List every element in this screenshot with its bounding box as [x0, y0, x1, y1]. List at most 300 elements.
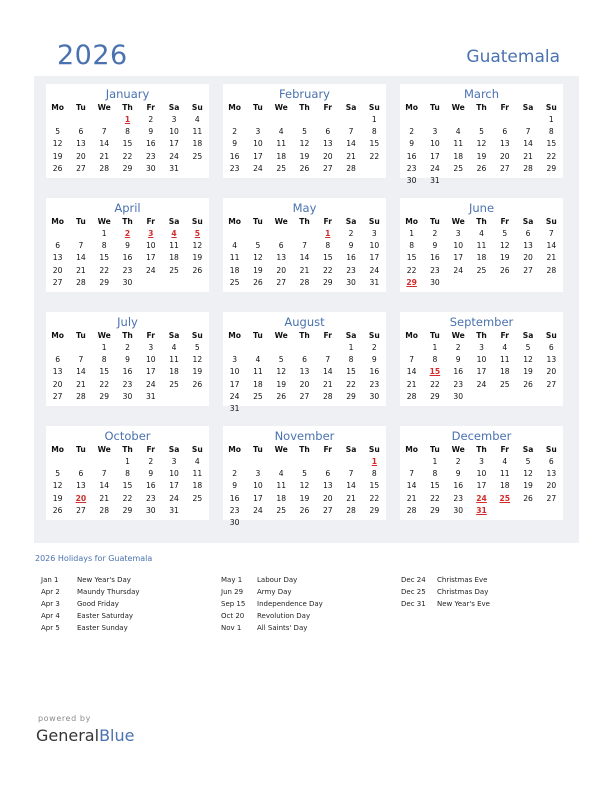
weekday-label: Th: [299, 331, 310, 340]
weekday-label: We: [451, 217, 465, 226]
day-cell: 23: [369, 379, 380, 389]
day-cell: 11: [229, 253, 240, 263]
day-cell: 30: [229, 517, 240, 527]
day-cell: 21: [322, 379, 333, 389]
logo-text-general: General: [36, 726, 100, 745]
month-name: October: [104, 429, 151, 443]
day-cell: 18: [169, 367, 179, 377]
day-cell: 18: [169, 253, 179, 263]
day-cell: 19: [499, 253, 510, 263]
day-cell: 29: [322, 277, 333, 287]
empty-day-cell: [69, 456, 92, 468]
day-cell: 27: [76, 163, 86, 173]
day-cell: 6: [78, 469, 84, 479]
day-cell: 20: [76, 151, 86, 161]
day-cell: 10: [253, 139, 263, 149]
day-cell: 23: [453, 493, 464, 503]
day-cell: 25: [169, 265, 179, 275]
weekday-header: [223, 102, 386, 114]
country-title: Guatemala: [466, 47, 560, 67]
empty-day-cell: [423, 114, 446, 126]
day-cell: 28: [346, 505, 356, 515]
holiday-name: Good Friday: [77, 600, 119, 608]
weekday-label: Fr: [500, 217, 509, 226]
day-cell: 7: [525, 127, 531, 137]
day-cell: 22: [122, 493, 133, 503]
weekday-label: Fr: [500, 103, 509, 112]
day-cell: 4: [171, 343, 177, 352]
weekday-label: Tu: [430, 217, 440, 226]
weekday-label: Su: [191, 103, 203, 112]
day-cell: 22: [369, 151, 380, 161]
day-grid: [400, 114, 563, 187]
weekday-label: Su: [191, 445, 203, 454]
weekday-label: Su: [368, 103, 380, 112]
holiday-date: Nov 1: [221, 624, 242, 632]
month-name: May: [292, 201, 317, 215]
day-cell: 5: [55, 127, 61, 137]
day-cell: 25: [192, 493, 203, 503]
day-cell: 16: [453, 481, 464, 491]
holiday-day-cell: 1: [124, 115, 131, 124]
day-cell: 22: [346, 379, 356, 389]
day-cell: 25: [253, 391, 263, 401]
day-cell: 27: [499, 163, 510, 173]
holiday-item: [41, 586, 140, 598]
weekday-header: [46, 216, 209, 228]
weekday-label: Mo: [228, 103, 242, 112]
day-cell: 8: [125, 469, 130, 479]
day-cell: 17: [145, 367, 156, 377]
day-cell: 17: [253, 151, 263, 161]
day-cell: 12: [299, 481, 310, 491]
day-cell: 13: [322, 481, 333, 491]
empty-day-cell: [316, 114, 339, 126]
day-cell: 22: [430, 379, 440, 389]
day-cell: 16: [453, 367, 464, 377]
day-cell: 25: [169, 379, 179, 389]
day-cell: 4: [479, 229, 484, 238]
weekday-label: We: [274, 103, 288, 112]
day-cell: 4: [502, 457, 508, 466]
weekday-label: Mo: [51, 445, 65, 454]
day-cell: 6: [548, 343, 554, 352]
day-cell: 12: [299, 139, 310, 149]
day-cell: 22: [430, 493, 440, 503]
day-cell: 16: [122, 253, 133, 263]
day-cell: 14: [76, 367, 86, 377]
weekday-label: Su: [368, 331, 380, 340]
day-cell: 12: [52, 139, 63, 149]
holiday-day-cell: 24: [476, 493, 487, 503]
holiday-item: [41, 622, 140, 634]
weekday-label: Sa: [168, 217, 180, 226]
day-cell: 3: [171, 457, 177, 466]
day-cell: 19: [476, 151, 487, 161]
day-cell: 11: [169, 355, 179, 365]
day-cell: 13: [322, 139, 333, 149]
weekday-header: [400, 216, 563, 228]
day-cell: 27: [276, 277, 287, 287]
day-cell: 24: [369, 265, 380, 275]
day-cell: 11: [192, 469, 203, 479]
day-cell: 18: [253, 379, 263, 389]
generalblue-logo[interactable]: [36, 726, 134, 745]
day-cell: 21: [523, 151, 533, 161]
day-cell: 17: [229, 379, 240, 389]
day-cell: 28: [99, 505, 110, 515]
day-cell: 12: [499, 241, 510, 251]
day-cell: 2: [232, 127, 238, 137]
day-cell: 19: [192, 367, 203, 377]
day-cell: 29: [546, 163, 557, 173]
day-cell: 11: [192, 127, 203, 137]
weekday-label: Su: [191, 217, 203, 226]
weekday-label: Tu: [253, 445, 263, 454]
holidays-title: 2026 Holidays for Guatemala: [35, 554, 153, 563]
day-cell: 22: [322, 265, 333, 275]
day-cell: 8: [125, 127, 130, 137]
day-cell: 30: [406, 175, 417, 185]
day-cell: 29: [122, 163, 133, 173]
day-cell: 4: [255, 355, 261, 365]
weekday-label: We: [274, 217, 288, 226]
day-cell: 7: [409, 355, 415, 365]
empty-day-cell: [447, 114, 470, 126]
weekday-label: Su: [545, 103, 557, 112]
day-cell: 26: [192, 379, 203, 389]
month-july: [46, 312, 209, 406]
day-cell: 21: [76, 265, 86, 275]
day-cell: 29: [99, 277, 110, 287]
empty-day-cell: [223, 228, 246, 240]
day-cell: 21: [346, 493, 356, 503]
day-cell: 13: [546, 355, 557, 365]
holiday-item: [221, 610, 323, 622]
empty-day-cell: [316, 342, 339, 354]
day-cell: 3: [371, 229, 377, 238]
day-cell: 20: [546, 481, 557, 491]
month-name: February: [279, 87, 330, 101]
day-cell: 10: [476, 355, 487, 365]
day-cell: 23: [430, 265, 440, 275]
day-cell: 12: [192, 241, 203, 251]
day-cell: 19: [299, 493, 310, 503]
empty-day-cell: [69, 114, 92, 126]
holiday-item: [41, 610, 140, 622]
day-cell: 15: [346, 367, 356, 377]
day-cell: 6: [548, 457, 554, 466]
weekday-label: We: [451, 331, 465, 340]
day-cell: 30: [145, 163, 156, 173]
day-cell: 15: [99, 253, 110, 263]
day-cell: 28: [523, 163, 533, 173]
day-cell: 13: [52, 253, 63, 263]
day-cell: 16: [145, 481, 156, 491]
day-cell: 21: [99, 151, 110, 161]
month-may: [223, 198, 386, 292]
day-cell: 17: [169, 481, 179, 491]
weekday-label: Fr: [323, 331, 332, 340]
weekday-label: Sa: [345, 103, 357, 112]
month-name: April: [114, 201, 141, 215]
holiday-day-cell: 4: [171, 229, 177, 238]
holiday-name: All Saints' Day: [257, 624, 308, 632]
holiday-item: [41, 598, 140, 610]
day-cell: 2: [455, 343, 461, 352]
weekday-label: Mo: [405, 217, 419, 226]
day-cell: 5: [525, 457, 531, 466]
weekday-label: Mo: [405, 445, 419, 454]
day-cell: 22: [406, 265, 417, 275]
day-cell: 8: [101, 241, 107, 251]
day-cell: 22: [369, 493, 380, 503]
holiday-name: Easter Sunday: [77, 624, 128, 632]
day-cell: 5: [255, 241, 261, 251]
day-cell: 3: [255, 127, 261, 137]
day-cell: 4: [278, 127, 284, 137]
empty-day-cell: [46, 228, 69, 240]
weekday-label: We: [451, 103, 465, 112]
weekday-label: Fr: [323, 103, 332, 112]
weekday-label: Tu: [253, 217, 263, 226]
month-august: [223, 312, 386, 413]
weekday-label: Tu: [430, 445, 440, 454]
day-cell: 16: [122, 367, 133, 377]
day-cell: 5: [302, 127, 307, 137]
day-cell: 2: [148, 115, 154, 124]
weekday-label: Mo: [51, 103, 65, 112]
day-cell: 20: [52, 265, 63, 275]
weekday-header: [223, 444, 386, 456]
weekday-header: [46, 330, 209, 342]
day-cell: 21: [406, 493, 417, 503]
day-cell: 26: [476, 163, 487, 173]
day-cell: 2: [125, 343, 130, 352]
day-cell: 15: [546, 139, 557, 149]
day-grid: [46, 114, 209, 175]
day-cell: 15: [369, 481, 380, 491]
month-september: [400, 312, 563, 406]
day-cell: 21: [406, 379, 417, 389]
empty-day-cell: [339, 114, 362, 126]
day-cell: 10: [476, 469, 487, 479]
day-cell: 22: [99, 265, 110, 275]
day-cell: 28: [99, 163, 110, 173]
month-october: [46, 426, 209, 520]
day-cell: 6: [78, 127, 84, 137]
day-cell: 7: [409, 469, 415, 479]
holiday-day-cell: 15: [429, 367, 441, 377]
day-cell: 14: [346, 139, 356, 149]
holiday-day-cell: 3: [148, 229, 154, 238]
day-cell: 15: [99, 367, 110, 377]
holiday-name: Labour Day: [257, 576, 298, 584]
day-cell: 27: [299, 391, 310, 401]
day-cell: 24: [430, 163, 440, 173]
day-cell: 28: [406, 505, 417, 515]
day-cell: 15: [430, 481, 440, 491]
day-cell: 24: [253, 163, 263, 173]
weekday-label: Mo: [228, 445, 242, 454]
weekday-label: Fr: [146, 445, 155, 454]
day-cell: 26: [523, 379, 533, 389]
day-cell: 3: [479, 343, 484, 352]
day-cell: 26: [499, 265, 510, 275]
day-cell: 25: [276, 505, 287, 515]
weekday-label: Sa: [345, 445, 357, 454]
weekday-label: Su: [191, 331, 203, 340]
day-cell: 30: [122, 391, 133, 401]
day-cell: 2: [148, 457, 154, 466]
day-cell: 1: [409, 229, 415, 238]
day-cell: 14: [76, 253, 86, 263]
day-cell: 25: [476, 265, 487, 275]
day-cell: 5: [302, 469, 307, 479]
month-name: January: [105, 87, 150, 101]
day-cell: 17: [453, 253, 464, 263]
day-cell: 20: [322, 151, 333, 161]
holiday-item: [221, 622, 323, 634]
day-cell: 20: [276, 265, 287, 275]
empty-day-cell: [270, 114, 293, 126]
day-cell: 8: [371, 127, 377, 137]
day-cell: 10: [169, 469, 179, 479]
day-cell: 27: [322, 505, 333, 515]
weekday-label: We: [451, 445, 465, 454]
day-cell: 21: [546, 253, 557, 263]
day-cell: 2: [371, 343, 377, 352]
day-cell: 31: [169, 505, 179, 515]
empty-day-cell: [93, 114, 116, 126]
day-cell: 9: [232, 481, 238, 491]
day-cell: 18: [276, 151, 287, 161]
day-cell: 27: [546, 493, 557, 503]
weekday-header: [400, 102, 563, 114]
day-cell: 9: [125, 355, 130, 365]
day-cell: 12: [523, 355, 533, 365]
weekday-label: Tu: [253, 103, 263, 112]
day-cell: 12: [253, 253, 263, 263]
holiday-date: Apr 4: [41, 612, 60, 620]
month-name: November: [274, 429, 335, 443]
day-cell: 8: [101, 355, 107, 365]
day-grid: [223, 114, 386, 175]
empty-day-cell: [246, 114, 269, 126]
holiday-item: [221, 598, 323, 610]
day-cell: 7: [78, 241, 84, 251]
day-grid: [400, 456, 563, 517]
day-cell: 15: [122, 139, 133, 149]
weekday-header: [223, 216, 386, 228]
day-cell: 27: [76, 505, 86, 515]
day-cell: 13: [276, 253, 287, 263]
day-cell: 20: [52, 379, 63, 389]
weekday-label: Mo: [228, 331, 242, 340]
weekday-label: Th: [122, 103, 133, 112]
weekday-label: Fr: [500, 331, 509, 340]
day-cell: 14: [99, 481, 110, 491]
weekday-label: Su: [545, 445, 557, 454]
day-cell: 8: [409, 241, 415, 251]
weekday-label: Th: [299, 103, 310, 112]
empty-day-cell: [93, 456, 116, 468]
day-cell: 18: [229, 265, 240, 275]
day-cell: 23: [346, 265, 356, 275]
day-cell: 12: [192, 355, 203, 365]
day-cell: 18: [192, 481, 203, 491]
day-cell: 5: [194, 343, 200, 352]
day-cell: 4: [232, 241, 238, 251]
day-cell: 31: [430, 175, 440, 185]
weekday-label: Sa: [522, 331, 534, 340]
day-cell: 1: [348, 343, 354, 352]
month-name: December: [451, 429, 512, 443]
day-cell: 6: [325, 127, 331, 137]
weekday-label: We: [274, 331, 288, 340]
empty-day-cell: [293, 456, 316, 468]
day-cell: 29: [430, 391, 440, 401]
day-cell: 28: [406, 391, 417, 401]
day-cell: 2: [455, 457, 461, 466]
empty-day-cell: [46, 114, 69, 126]
day-cell: 29: [122, 505, 133, 515]
holiday-date: May 1: [221, 576, 243, 584]
day-cell: 9: [432, 241, 438, 251]
holiday-name: Revolution Day: [257, 612, 311, 620]
day-cell: 24: [169, 493, 179, 503]
day-cell: 1: [432, 343, 438, 352]
day-cell: 25: [192, 151, 203, 161]
empty-day-cell: [270, 228, 293, 240]
day-cell: 20: [523, 253, 533, 263]
day-cell: 31: [369, 277, 380, 287]
empty-day-cell: [246, 228, 269, 240]
day-cell: 12: [276, 367, 287, 377]
day-cell: 23: [229, 505, 240, 515]
day-cell: 18: [499, 367, 510, 377]
day-grid: [223, 228, 386, 289]
holiday-date: Dec 31: [401, 600, 426, 608]
day-cell: 15: [406, 253, 417, 263]
day-cell: 9: [455, 469, 461, 479]
day-cell: 21: [76, 379, 86, 389]
day-cell: 18: [276, 493, 287, 503]
empty-day-cell: [293, 114, 316, 126]
day-cell: 13: [52, 367, 63, 377]
month-february: [223, 84, 386, 178]
holiday-day-cell: 25: [499, 493, 511, 503]
day-cell: 17: [476, 481, 487, 491]
day-cell: 2: [232, 469, 238, 479]
day-cell: 8: [432, 469, 438, 479]
day-cell: 10: [430, 139, 440, 149]
day-cell: 13: [76, 481, 86, 491]
day-cell: 14: [523, 139, 533, 149]
day-cell: 7: [78, 355, 84, 365]
day-cell: 15: [122, 481, 133, 491]
day-cell: 26: [276, 391, 287, 401]
empty-day-cell: [493, 114, 516, 126]
day-cell: 8: [548, 127, 554, 137]
holiday-date: Apr 2: [41, 588, 60, 596]
day-cell: 9: [148, 469, 154, 479]
day-cell: 31: [145, 391, 156, 401]
day-cell: 17: [476, 367, 487, 377]
day-cell: 15: [322, 253, 333, 263]
day-cell: 1: [548, 115, 554, 124]
day-grid: [223, 456, 386, 529]
